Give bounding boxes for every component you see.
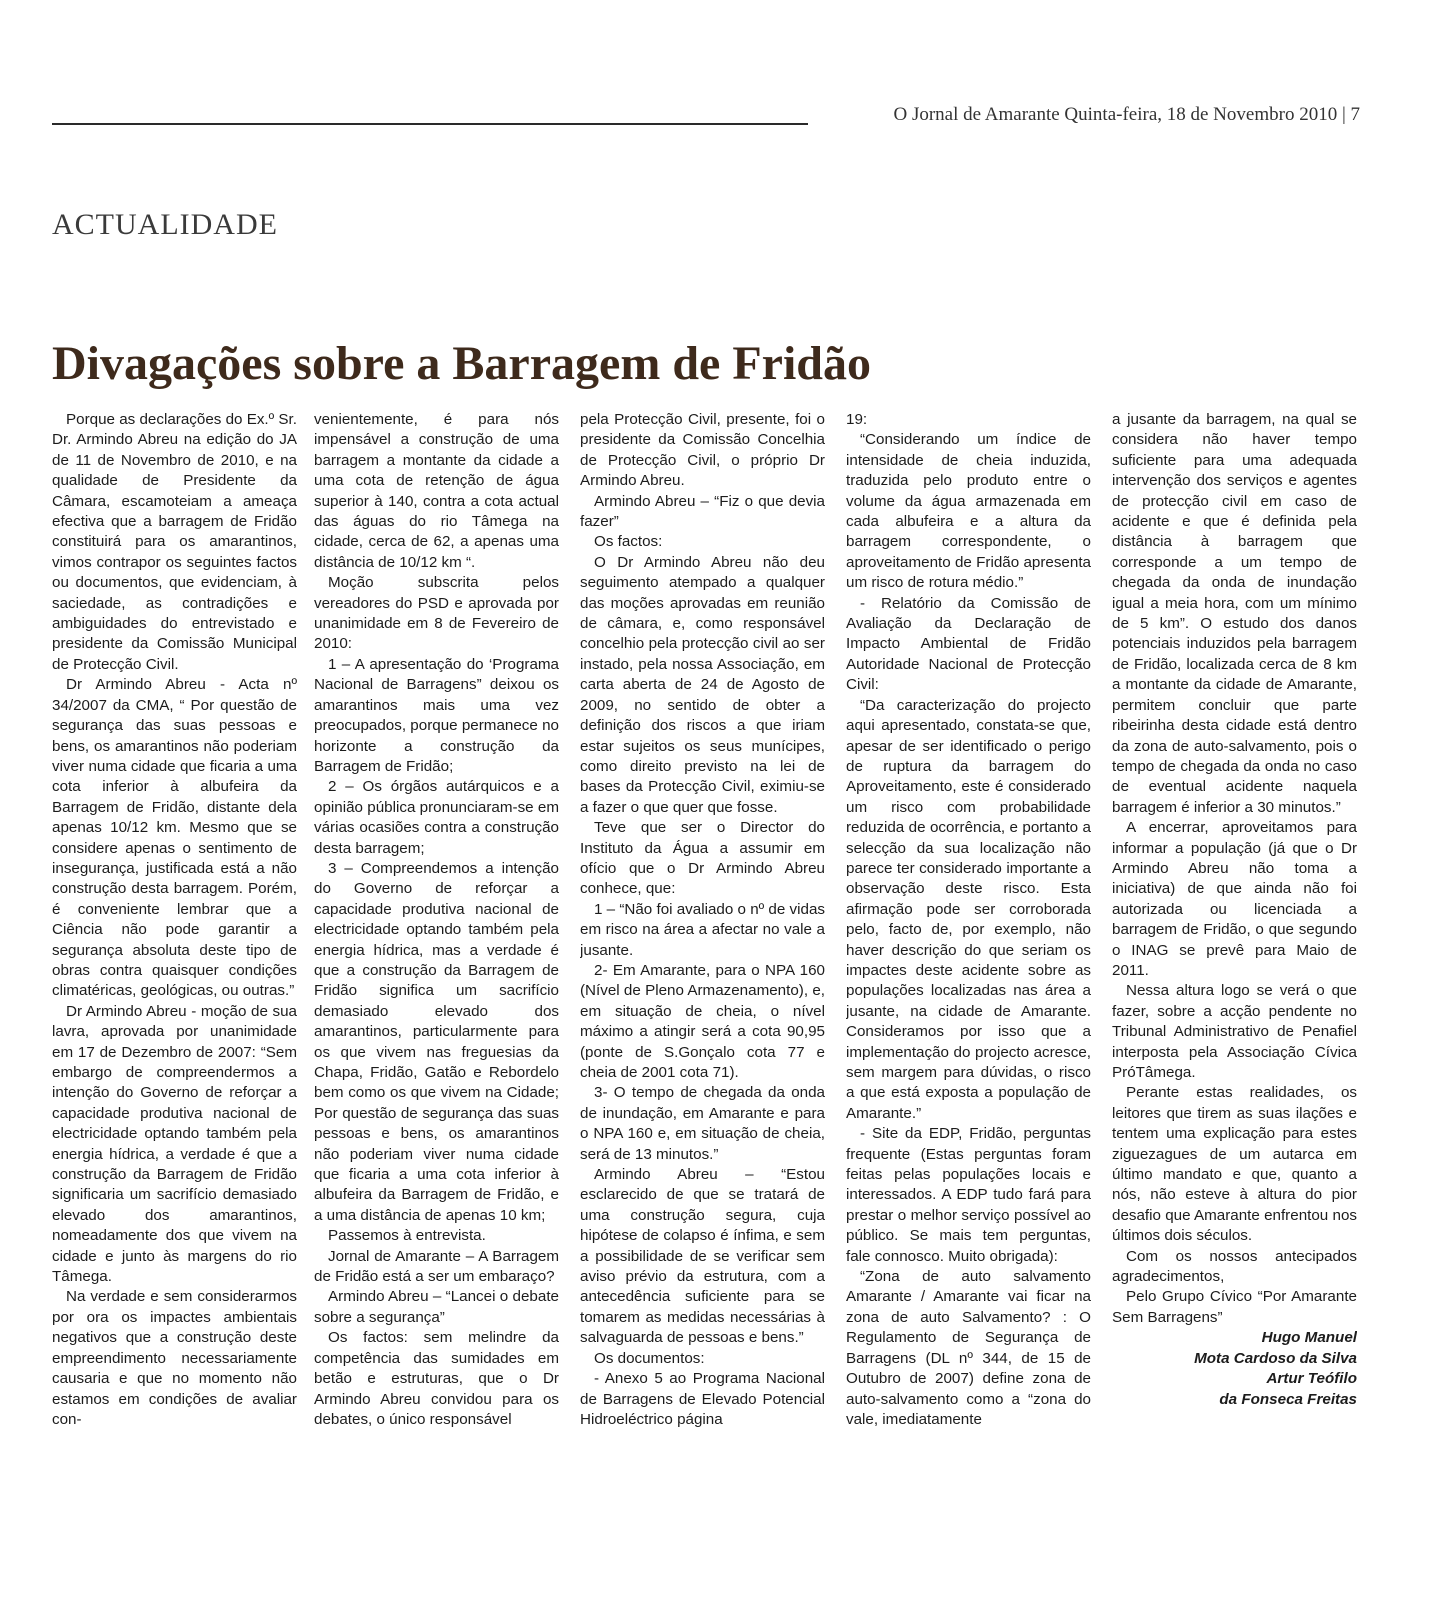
paragraph: Os factos:	[594, 533, 663, 551]
article-headline: Divagações sobre a Barragem de Fridão	[52, 337, 871, 390]
paragraph: - Relatório da Comissão de Avaliação da Declaração de Impacto Ambiental de Fridão Autoridade Nacional de Protecção Civil:	[846, 594, 1091, 694]
paragraph: 19:	[846, 411, 868, 428]
paragraph: Moção subscrita pelos vereadores do PSD e aprovada por unanimidade em 8 de Fevereiro de 2010:	[314, 574, 559, 653]
paragraph: 1 – “Não foi avaliado o nº de vidas em risco na área a afectar no vale a jusante.	[580, 900, 825, 959]
paragraph: Dr Armindo Abreu - moção de sua lavra, aprovada por unanimidade em 17 de Dezembro de 2007: “Sem embargo de compreendermos a intenção do Governo de reforçar a capacidade produtiva nacional de electricidade optando também pela energia hídrica, a verdade é que a construção da Barragem de Fridão significaria um sacrifício demasiado elevado dos amarantinos, nomeadamente dos que vivem na cidade e junto às margens do rio Tâmega.	[52, 1002, 297, 1286]
paragraph: Jornal de Amarante – A Barragem de Fridão está a ser um embaraço?	[314, 1247, 559, 1286]
paragraph: 2 – Os órgãos autárquicos e a opinião pública pronunciaram-se em várias ocasiões contra a construção desta barragem;	[314, 778, 559, 857]
paragraph: Com os nossos antecipados agradecimentos,	[1112, 1247, 1357, 1286]
author-signature: da Fonseca Freitas	[1219, 1390, 1357, 1408]
paragraph: “Zona de auto salvamento Amarante / Amarante vai ficar na zona de auto Salvamento? : O Regulamento de Segurança de Barragens (DL nº 344, de 15 de Outubro de 2007) define zona de auto-salvamento como a “zona do vale, imediatamente	[846, 1268, 1091, 1428]
paragraph: - Site da EDP, Fridão, perguntas frequente (Estas perguntas foram feitas pelas populações locais e interessados. A EDP tudo fará para prestar o melhor serviço possível ao público. Se mais tem perguntas, fale connosco. Muito obrigada):	[846, 1125, 1091, 1265]
paragraph: Nessa altura logo se verá o que fazer, sobre a acção pendente no Tribunal Administrativo de Penafiel interposta pela Associação Cívica PróTâmega.	[1112, 982, 1357, 1081]
paragraph: Dr Armindo Abreu - Acta nº 34/2007 da CMA, “ Por questão de segurança das suas pessoas e bens, os amarantinos não poderiam viver numa cidade que ficaria a uma cota inferior à albufeira da Barragem de Fridão, distante dela apenas 10/12 km. Mesmo que se considere apenas o sentimento de insegurança, justificada está a não construção desta barragem. Porém, é conveniente lembrar que a Ciência não pode garantir a segurança absoluta deste tipo de obras contra quaisquer condições climatéricas, geológicas, ou outras.”	[52, 676, 297, 1000]
paragraph: Passemos à entrevista.	[328, 1227, 486, 1245]
paragraph: - Anexo 5 ao Programa Nacional de Barragens de Elevado Potencial Hidroeléctrico página	[580, 1370, 825, 1428]
paragraph: 2- Em Amarante, para o NPA 160 (Nível de Pleno Armazenamento), e, em situação de cheia, o nível máximo a atingir será a cota 90,95 (ponte de S.Gonçalo cota 77 e cheia de 2001 cota 71).	[580, 961, 825, 1081]
paragraph: “Considerando um índice de intensidade de cheia induzida, traduzida pelo produto entre o volume da água armazenada em cada albufeira e a altura da barragem correspondente, o aproveitamento de Fridão apresenta um risco de rotura médio.”	[846, 431, 1091, 592]
running-head: O Jornal de Amarante Quinta-feira, 18 de Novembro 2010 | 7	[893, 104, 1360, 125]
paragraph: Armindo Abreu – “Estou esclarecido de que se tratará de uma construção segura, cuja hipótese de colapso é ínfima, e sem a possibilidade de se verificar sem aviso prévio da estrutura, com a antecedência suficiente para se tomarem as medidas necessárias à salvaguarda de pessoas e bens.”	[580, 1166, 825, 1347]
article-column-4	[846, 410, 1091, 1540]
article-column-5	[1112, 410, 1357, 1540]
header-rule	[52, 123, 808, 125]
paragraph: 3- O tempo de chegada da onda de inundação, em Amarante e para o NPA 160 e, em situação de cheia, será de 13 minutos.”	[580, 1084, 825, 1163]
paragraph: Os documentos:	[594, 1349, 705, 1367]
author-signature: Mota Cardoso da Silva	[1194, 1349, 1357, 1367]
paragraph: a jusante da barragem, na qual se considera não haver tempo suficiente para uma adequada intervenção dos serviços e agentes de protecção civil em caso de acidente e que é definida pela distância à barragem que corresponde a um tempo de chegada da onda de inundação igual a meia hora, com um mínimo de 5 km”. O estudo dos danos potenciais induzidos pela barragem de Fridão, localizada cerca de 8 km a montante da cidade de Amarante, permitem concluir que parte ribeirinha desta cidade está dentro da zona de auto-salvamento, pois o tempo de chegada da onda no caso de eventual acidente naquela barragem é inferior a 30 minutos.”	[1112, 411, 1357, 816]
paragraph: 1 – A apresentação do ‘Programa Nacional de Barragens” deixou os amarantinos mais uma vez preocupados, porque permanece no horizonte a construção da Barragem de Fridão;	[314, 655, 559, 775]
paragraph: Porque as declarações do Ex.º Sr. Dr. Armindo Abreu na edição do JA de 11 de Novembro de 2010, e na qualidade de Presidente da Câmara, escamoteiam a ameaça efectiva que a barragem de Fridão constituirá para os amarantinos, vimos contrapor os seguintes factos ou documentos, que evidenciam, à saciedade, as contradições e ambiguidades do entrevistado e presidente da Comissão Municipal de Protecção Civil.	[52, 411, 297, 673]
paragraph: O Dr Armindo Abreu não deu seguimento atempado a qualquer das moções aprovadas em reunião de câmara, e, como responsável concelhio pela protecção civil ao ser instado, pela nossa Associação, em carta aberta de 24 de Agosto de 2009, no sentido de obter a definição dos riscos a que iriam estar sujeitos os seus munícipes, como direito previsto na lei de bases da Protecção Civil, eximiu-se a fazer o que quer que fosse.	[580, 553, 825, 816]
paragraph: Os factos: sem melindre da competência das sumidades em betão e estruturas, que o Dr Armindo Abreu convidou para os debates, o único responsável	[314, 1329, 559, 1428]
paragraph: Pelo Grupo Cívico “Por Amarante Sem Barragens”	[1112, 1288, 1357, 1326]
author-signature: Artur Teófilo	[1266, 1370, 1357, 1388]
paragraph: pela Protecção Civil, presente, foi o presidente da Comissão Concelhia de Protecção Civil, o próprio Dr Armindo Abreu.	[580, 411, 825, 490]
article-column-2	[314, 410, 559, 1540]
author-signature: Hugo Manuel	[1261, 1329, 1357, 1347]
paragraph: Armindo Abreu – “Lancei o debate sobre a segurança”	[314, 1288, 559, 1326]
section-title: ACTUALIDADE	[52, 208, 278, 241]
paragraph: Teve que ser o Director do Instituto da Água a assumir em ofício que o Dr Armindo Abreu conhece, que:	[580, 819, 825, 898]
paragraph: 3 – Compreendemos a intenção do Governo de reforçar a capacidade produtiva nacional de electricidade optando também pela energia hídrica, mas a verdade é que a construção da Barragem de Fridão significa um sacrifício demasiado elevado dos amarantinos, particularmente para os que vivem nas freguesias da Chapa, Fridão, Gatão e Rebordelo bem como os que vivem na Cidade; Por questão de segurança das suas pessoas e bens, os amarantinos não poderiam viver numa cidade que ficaria a uma cota inferior à albufeira da Barragem de Fridão, e a uma distância de apenas 10 km;	[314, 859, 559, 1224]
paragraph: Armindo Abreu – “Fiz o que devia fazer”	[580, 492, 825, 531]
paragraph: A encerrar, aproveitamos para informar a população (já que o Dr Armindo Abreu não toma a iniciativa) de que ainda não foi autorizada ou licenciada a barragem de Fridão, o que segundo o INAG se prevê para Maio de 2011.	[1112, 819, 1357, 979]
paragraph: venientemente, é para nós impensável a construção de uma barragem a montante da cidade a uma cota de retenção de água superior à 140, contra a cota actual das águas do rio Tâmega na cidade, cerca de 62, a apenas uma distância de 10/12 km “.	[314, 411, 559, 571]
paragraph: Na verdade e sem considerarmos por ora os impactes ambientais negativos que a construção deste empreendimento necessariamente causaria e que no momento não estamos em condições de avaliar con-	[52, 1288, 297, 1428]
paragraph: “Da caracterização do projecto aqui apresentado, constata-se que, apesar de ser identificado o perigo de ruptura da barragem do Aproveitamento, este é considerado um risco com probabilidade reduzida de ocorrência, e portanto a selecção da sua localização não parece ter considerado importante a observação deste risco. Esta afirmação pode ser corroborada pelo, facto de, por exemplo, não haver descrição do que seriam os impactes deste acidente sobre as populações localizadas nas área a jusante, na cidade de Amarante. Consideramos por isso que a implementação do projecto acresce, sem margem para dúvidas, o risco a que está exposta a população de Amarante.”	[846, 696, 1091, 1122]
paragraph: Perante estas realidades, os leitores que tirem as suas ilações e tentem uma explicação para estes ziguezagues de um autarca em último mandato e que, quanto a nós, não esteve à altura do pior desafio que Amarante enfrentou nos últimos dois séculos.	[1112, 1084, 1357, 1245]
article-column-1	[52, 410, 297, 1540]
article-column-3	[580, 410, 825, 1540]
